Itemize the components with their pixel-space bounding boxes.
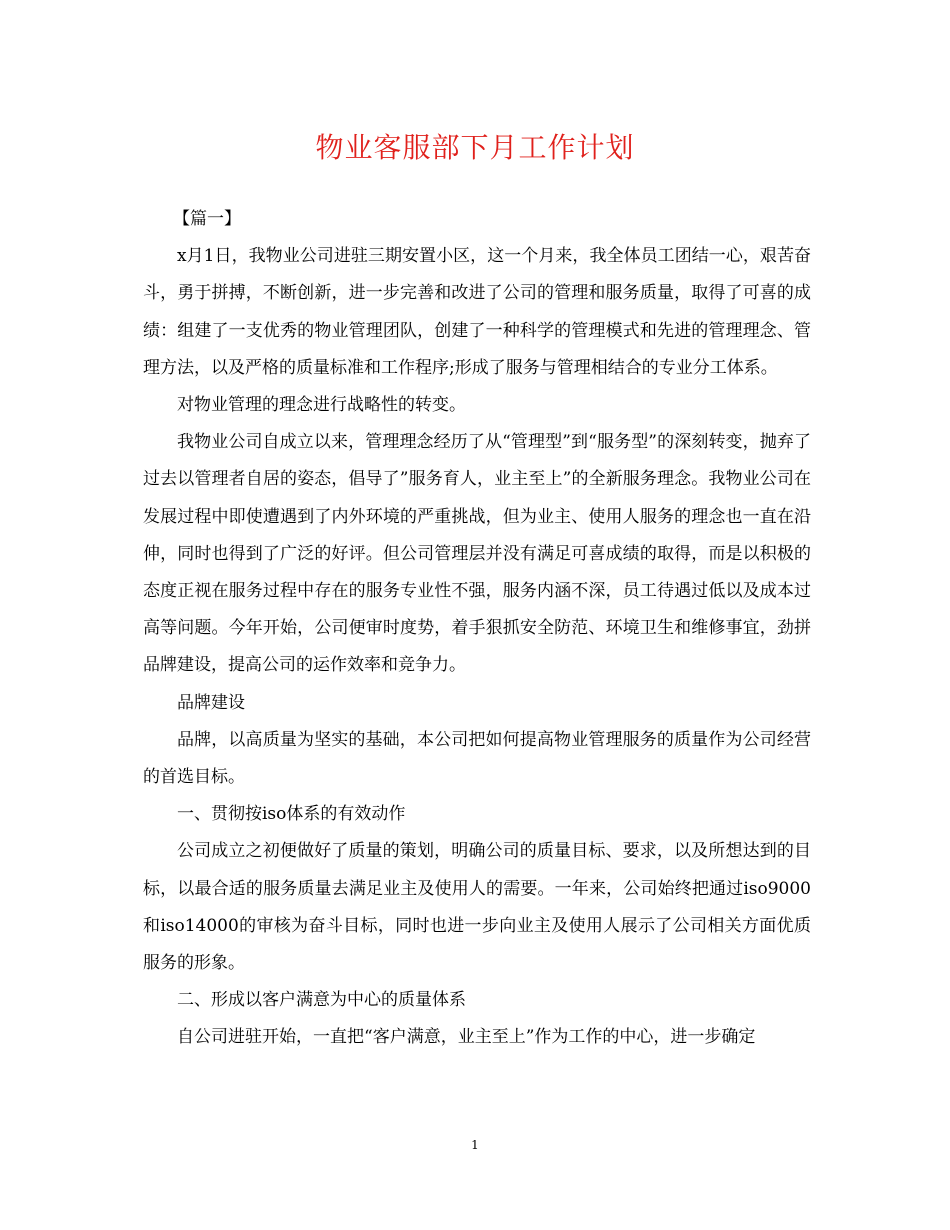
paragraph-brand-heading: 品牌建设 xyxy=(177,692,245,713)
section-label: 【篇一】 xyxy=(173,209,241,229)
paragraph-brand: 品牌，以高质量为坚实的基础，本公司把如何提高物业管理服务的质量作为公司经营的首选目标。 xyxy=(143,729,811,788)
paragraph-quality: 自公司进驻开始，一直把“客户满意，业主至上”作为工作的中心，进一步确定 xyxy=(177,1027,756,1048)
page-number: 1 xyxy=(471,1138,479,1152)
paragraph-philosophy: 我物业公司自成立以来，管理理念经历了从“管理型”到“服务型”的深刻转变，抛弃了过去以管理者自居的姿态，倡导了”服务育人，业主至上”的全新服务理念。我物业公司在发展过程中即使遭遇到了内外环境的严重挑战，但为业主、使用人服务的理念也一直在沿伸，同时也得到了广泛的好评。但公司管理层并没有满足可喜成绩的取得，而是以积极的态度正视在服务过程中存在的服务专业性不强，服务内涵不深，员工待遇过低以及成本过高等问题。今年开始，公司便审时度势，着手狠抓安全防范、环境卫生和维修事宜，劲拼品牌建设，提高公司的运作效率和竞争力。 xyxy=(143,432,811,676)
paragraph-iso: 公司成立之初便做好了质量的策划，明确公司的质量目标、要求，以及所想达到的目标，以最合适的服务质量去满足业主及使用人的需要。一年来，公司始终把通过iso9000和iso14000的审核为奋斗目标，同时也进一步向业主及使用人展示了公司相关方面优质服务的形象。 xyxy=(143,841,811,974)
paragraph-concept: 对物业管理的理念进行战略性的转变。 xyxy=(177,395,466,416)
paragraph-iso-heading: 一、贯彻按iso体系的有效动作 xyxy=(177,804,406,825)
paragraph-intro: x月1日，我物业公司进驻三期安置小区，这一个月来，我全体员工团结一心，艰苦奋斗，勇于拼搏，不断创新，进一步完善和改进了公司的管理和服务质量，取得了可喜的成绩：组建了一支优秀的物业管理团队，创建了一种科学的管理模式和先进的管理理念、管理方法，以及严格的质量标准和工作程序;形成了服务与管理相结合的专业分工体系。 xyxy=(143,246,811,378)
paragraph-quality-heading: 二、形成以客户满意为中心的质量体系 xyxy=(177,990,466,1011)
document-title: 物业客服部下月工作计划 xyxy=(315,131,635,164)
document-body xyxy=(143,201,811,1057)
